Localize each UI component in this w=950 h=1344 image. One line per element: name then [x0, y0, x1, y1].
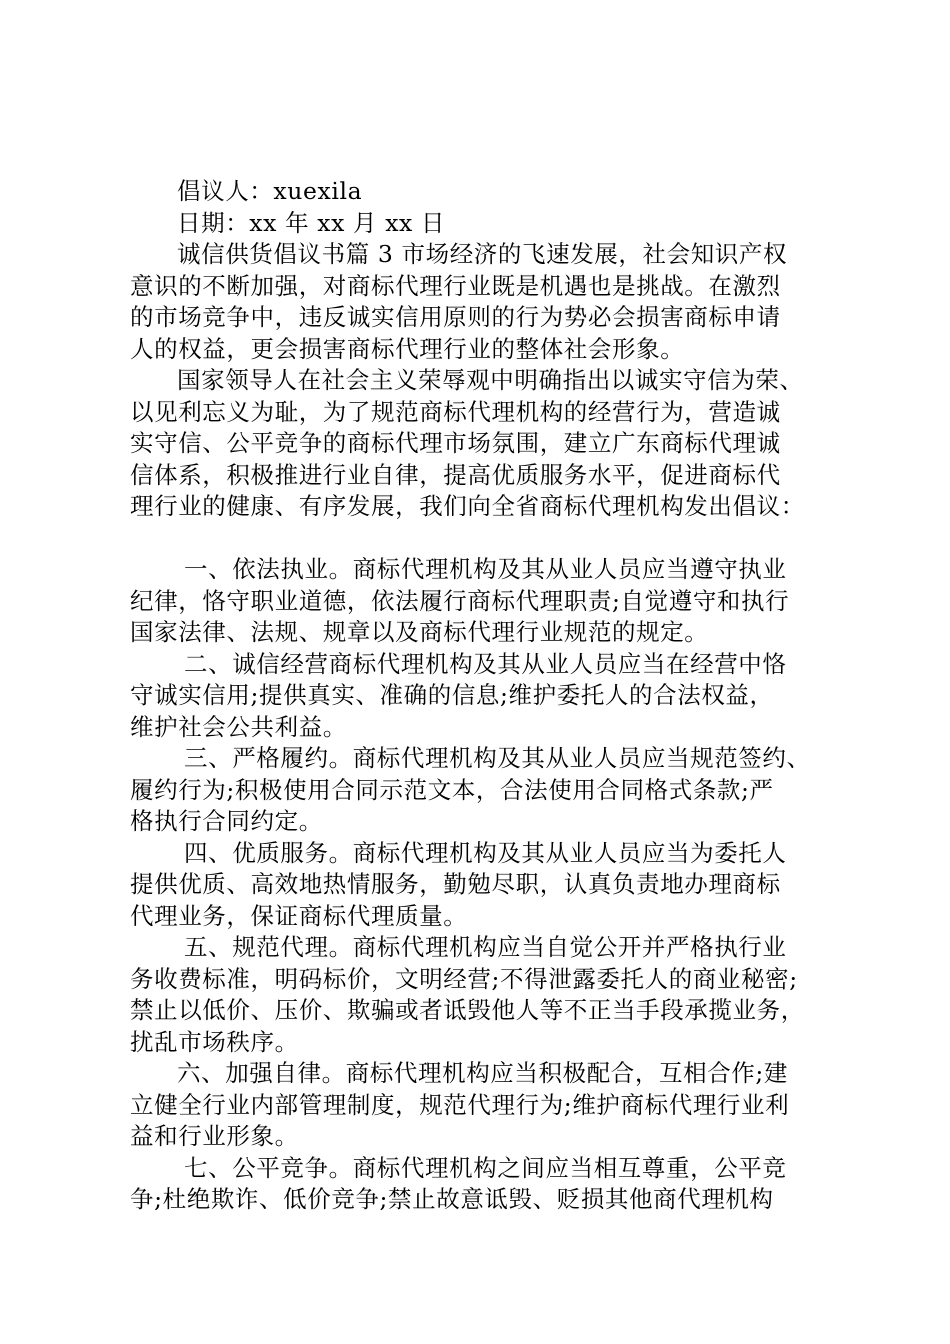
paragraph-line: 信体系，积极推进行业自律，提高优质服务水平，促进商标代 [130, 460, 781, 489]
paragraph-line: 意识的不断加强，对商标代理行业既是机遇也是挑战。在激烈 [130, 271, 781, 300]
paragraph-line: 四、优质服务。商标代理机构及其从业人员应当为委托人 [184, 838, 787, 867]
paragraph-line: 国家法律、法规、规章以及商标代理行业规范的规定。 [130, 618, 709, 646]
paragraph-line: 代理业务，保证商标代理质量。 [130, 901, 468, 930]
paragraph-line: 以见利忘义为耻，为了规范商标代理机构的经营行为，营造诚 [130, 397, 781, 426]
paragraph-line: 六、加强自律。商标代理机构应当积极配合，互相合作;建 [177, 1059, 789, 1087]
paragraph-line: 益和行业形象。 [130, 1122, 299, 1150]
paragraph-line: 格执行合同约定。 [130, 807, 323, 835]
paragraph-line: 三、严格履约。商标代理机构及其从业人员应当规范签约、 [184, 744, 811, 772]
paragraph-line: 守诚实信用;提供真实、准确的信息;维护委托人的合法权益， [130, 681, 774, 709]
document-body [130, 176, 830, 1216]
paragraph-line: 理行业的健康、有序发展，我们向全省商标代理机构发出倡议： [130, 492, 805, 520]
paragraph-line: 国家领导人在社会主义荣辱观中明确指出以诚实守信为荣、 [177, 366, 804, 394]
paragraph-line: 提供优质、高效地热情服务，勤勉尽职，认真负责地办理商标 [130, 870, 781, 898]
paragraph-line: 禁止以低价、压价、欺骗或者诋毁他人等不正当手段承揽业务， [130, 996, 805, 1024]
paragraph-line: 二、诚信经营商标代理机构及其从业人员应当在经营中恪 [184, 649, 787, 678]
paragraph-line: 实守信、公平竞争的商标代理市场氛围，建立广东商标代理诚 [130, 429, 781, 457]
paragraph-line: 务收费标准，明码标价，文明经营;不得泄露委托人的商业秘密; [130, 964, 798, 993]
paragraph-line: 扰乱市场秩序。 [130, 1027, 299, 1056]
paragraph-line: 维护社会公共利益。 [130, 712, 347, 741]
paragraph-line: 的市场竞争中，违反诚实信用原则的行为势必会损害商标申请 [130, 303, 781, 331]
proposer-line: 倡议人：xuexila [177, 177, 363, 205]
blank-line [130, 523, 830, 555]
date-line: 日期：xx 年 xx 月 xx 日 [177, 208, 446, 237]
paragraph-line: 一、依法执业。商标代理机构及其从业人员应当遵守执业 [184, 555, 787, 583]
paragraph-line: 纪律，恪守职业道德，依法履行商标代理职责;自觉遵守和执行 [130, 586, 790, 615]
paragraph-line: 五、规范代理。商标代理机构应当自觉公开并严格执行业 [184, 933, 787, 961]
paragraph-line: 诚信供货倡议书篇 3 市场经济的飞速发展，社会知识产权 [177, 240, 788, 268]
paragraph-line: 七、公平竞争。商标代理机构之间应当相互尊重，公平竞 [184, 1153, 787, 1182]
paragraph-line: 争;杜绝欺诈、低价竞争;禁止故意诋毁、贬损其他商代理机构 [130, 1185, 774, 1213]
paragraph-line: 履约行为;积极使用合同示范文本，合法使用合同格式条款;严 [130, 775, 774, 804]
paragraph-line: 人的权益，更会损害商标代理行业的整体社会形象。 [130, 334, 685, 363]
paragraph-line: 立健全行业内部管理制度，规范代理行为;维护商标代理行业利 [130, 1090, 790, 1119]
